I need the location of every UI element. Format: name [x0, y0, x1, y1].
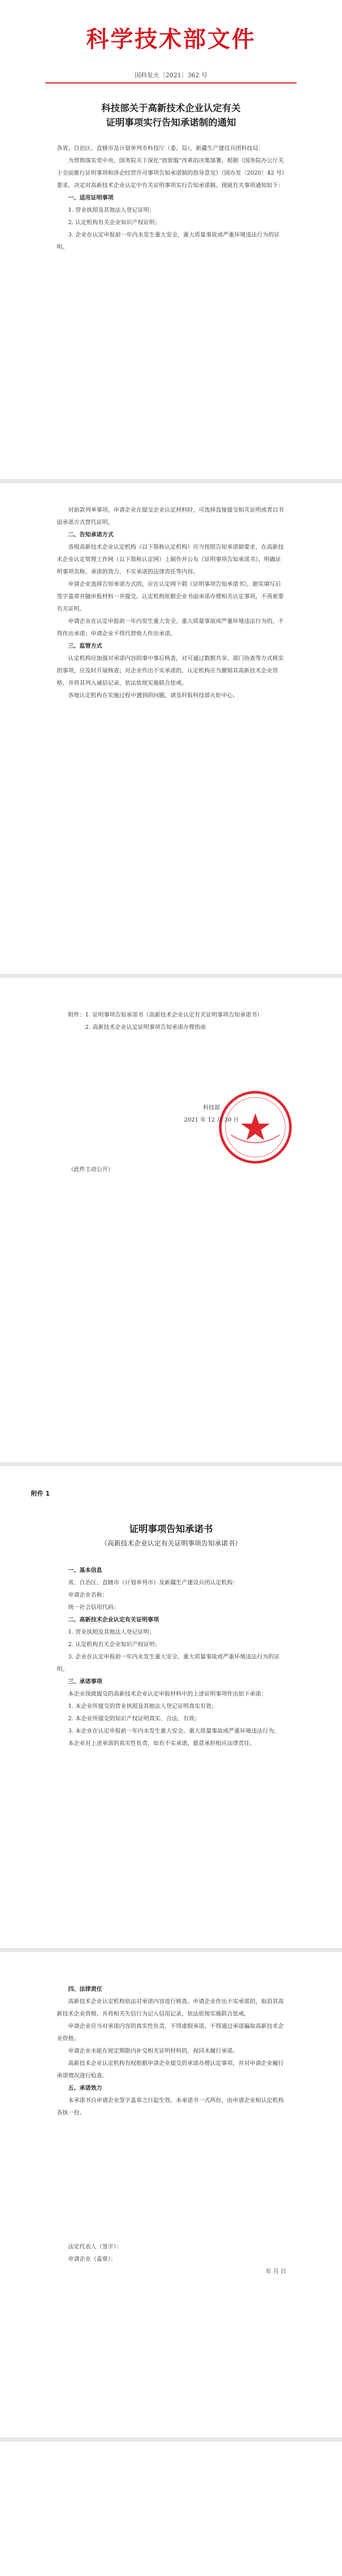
- commitment-para: 2. 本企业所提交的知识产权证明真实、合法、有效；: [68, 1715, 200, 1722]
- signature-date: 年 月 日: [266, 2268, 286, 2275]
- attachment-label: 附件 1: [31, 1490, 50, 1497]
- signing-date: 2021 年 12 月 30 日: [184, 1116, 239, 1123]
- section-heading: 一、适用证明事项: [68, 194, 113, 201]
- list-item: 3. 企业在认定申报前一年内未发生重大安全、重大质量事故或严重环境违法行为的证明。: [57, 1653, 280, 1672]
- section-heading: 二、告知承诺方式: [68, 531, 113, 538]
- info-line: 统一社会信用代码：: [68, 1604, 119, 1611]
- notice-para: 为贯彻落实党中央、国务院关于深化“放管服”改革的决策部署，根据《国务院办公厅关于全面推行证明事项和涉企经营许可事项告知承诺制的指导意见》（国办发〔2020〕42 号）要求，决定对高新技术企业认定中有关证明事项实行告知承诺制。现就有关事项通知如下：: [57, 157, 285, 189]
- list-item: 1. 营业执照及其他法人登记证明；: [68, 207, 155, 213]
- page-5: [0, 1952, 342, 2437]
- section-heading: 四、法律责任: [68, 1986, 102, 1992]
- liability-para: 申请企业应当对承诺内容的真实性负责，不得虚假承诺，不得通过承诺骗取高新技术企业资格。: [57, 2023, 284, 2042]
- notice-para: 申请企业选择告知承诺方式的，应在认定网下载《证明事项告知承诺书》，据实填写后签字盖章并随申报材料一并提交。认定机构依据企业书面承诺办理相关认定事项，不再索要有关证明。: [57, 581, 284, 612]
- attachment1-body-a: [57, 1564, 286, 1750]
- commitment-para: 本企业现就提交的高新技术企业认定申报材料中的上述证明事项作出如下承诺：: [68, 1690, 267, 1697]
- document-header: 科学技术部文件: [86, 26, 256, 53]
- signing-org: 科技部: [203, 1104, 220, 1111]
- page-4: [0, 1466, 342, 1948]
- section-heading: 二、高新技术企业认定有关证明事项: [68, 1616, 159, 1623]
- open-note: （此件主动公开）: [68, 1166, 113, 1173]
- signature-block: [155, 1101, 268, 1126]
- list-item: 2. 认定机构有关企业知识产权证明；: [68, 219, 160, 226]
- disclosure-note: [57, 1163, 286, 1176]
- document-number: 国科发火〔2021〕362 号: [134, 72, 208, 79]
- salutation: 各省、自治区、直辖市及计划单列市科技厅（委、局），新疆生产建设兵团科技局：: [57, 145, 264, 151]
- header-divider: [45, 82, 297, 83]
- commitment-para: 本企业对上述承诺的真实性负责，如有不实承诺，愿意承担相应法律责任。: [68, 1740, 255, 1747]
- attachment-line: 2. 高新技术企业认定证明事项告知承诺办理指南: [85, 1024, 206, 1030]
- info-line: 省、自治区、直辖市（计划单列市）及新疆生产建设兵团认定机构：: [68, 1579, 238, 1586]
- page-2: [0, 483, 342, 974]
- notice-para: 认定机构应加强对承诺内容的事中事后核查，对可通过数据共享、部门协查等方式核实的事项，应及时开展核查；对企业作出不实承诺的，认定机构应当撤销其高新技术企业资格，并将其列入诚信记录，依法依规实施联合惩戒。: [57, 655, 284, 686]
- attachment1-body-b: [57, 1983, 286, 2119]
- list-item: 1. 营业执照及其他法人登记证明；: [68, 1629, 155, 1635]
- company-seal-line: 申请企业（盖章）：: [68, 2256, 117, 2262]
- commitment-para: 1. 本企业所提交的营业执照及其他法人登记证明真实有效；: [68, 1703, 217, 1709]
- notice-para: 各地认定机构在实施过程中遇到的问题，请及时报科技部火炬中心。: [68, 692, 238, 699]
- effect-para: 本承诺书自申请企业签字盖章之日起生效。本承诺书一式两份，由申请企业和认定机构各执一份。: [57, 2097, 284, 2116]
- attachment-line: 附件：1. 证明事项告知承诺书（高新技术企业认定有关证明事项告知承诺书）: [68, 1011, 263, 1018]
- liability-para: 高新技术企业认定机构有权根据申请企业提交的承诺办理认定事项，并对申请企业履行承诺情况进行检查。: [57, 2060, 284, 2079]
- liability-para: 申请企业未能在规定期限内补交相关证明材料的，视同未履行承诺。: [68, 2047, 238, 2054]
- notice-body-p1: [57, 142, 286, 253]
- notice-body-p3: [57, 1009, 286, 1033]
- page-separator: [0, 479, 342, 483]
- list-item: 3. 企业在认定申报前一年内未发生重大安全、重大质量事故或严重环境违法行为的证明。: [57, 231, 280, 250]
- page-separator: [0, 2437, 342, 2442]
- notice-para: 申请企业在认定申报前一年内发生重大安全、重大质量事故或严重环境违法行为的，不得作出承诺；申请企业不得代替他人作出承诺。: [57, 618, 284, 637]
- page-3: [0, 978, 342, 1462]
- list-item: 2. 认定机构有关企业知识产权证明；: [68, 1641, 160, 1648]
- notice-title-line1: 科技部关于高新技术企业认定有关: [101, 103, 241, 114]
- section-heading: 一、基本信息: [68, 1567, 102, 1573]
- notice-para: 对前款列举事项，申请企业在提交企业认定材料时，可选择直接提交相关证明或者以书面承诺方式替代证明。: [57, 506, 284, 526]
- attachment1-signature: [57, 2241, 286, 2278]
- info-line: 申请企业名称：: [68, 1591, 108, 1598]
- page-6: [0, 2442, 342, 2576]
- commitment-para: 3. 本企业在认定申报前一年内未发生重大安全、重大质量事故或严重环境违法行为。: [68, 1727, 280, 1734]
- section-heading: 三、监管方式: [68, 642, 102, 649]
- liability-para: 高新技术企业认定机构依法对承诺内容进行核查。申请企业作出不实承诺的，取消其高新技术企业资格，并将相关失信行为记入信用记录，依法依规实施联合惩戒。: [57, 1998, 284, 2017]
- page-separator: [0, 1948, 342, 1952]
- page-1: [0, 0, 342, 479]
- notice-para: 各级高新技术企业认定机构（以下简称认定机构）应当按照告知承诺制要求，在高新技术企业认定管理工作网（以下简称认定网）上制作并公布《证明事项告知承诺书》，明确证明事项名称、承诺的效力、不实承诺的法律责任等内容。: [57, 544, 284, 575]
- section-heading: 五、承诺效力: [68, 2084, 102, 2091]
- attachment1-title: 证明事项告知承诺书: [129, 1524, 213, 1535]
- attachment1-subtitle: （高新技术企业认定有关证明事项告知承诺书）: [100, 1540, 241, 1548]
- official-seal: [217, 1089, 294, 1166]
- notice-body-p2: [57, 504, 286, 702]
- page-separator: [0, 974, 342, 978]
- notice-title-line2: 证明事项实行告知承诺制的通知: [106, 117, 236, 128]
- legal-rep-signature: 法定代表人（签字）：: [68, 2243, 122, 2250]
- page-separator: [0, 1462, 342, 1466]
- section-heading: 三、承诺事项: [68, 1678, 102, 1685]
